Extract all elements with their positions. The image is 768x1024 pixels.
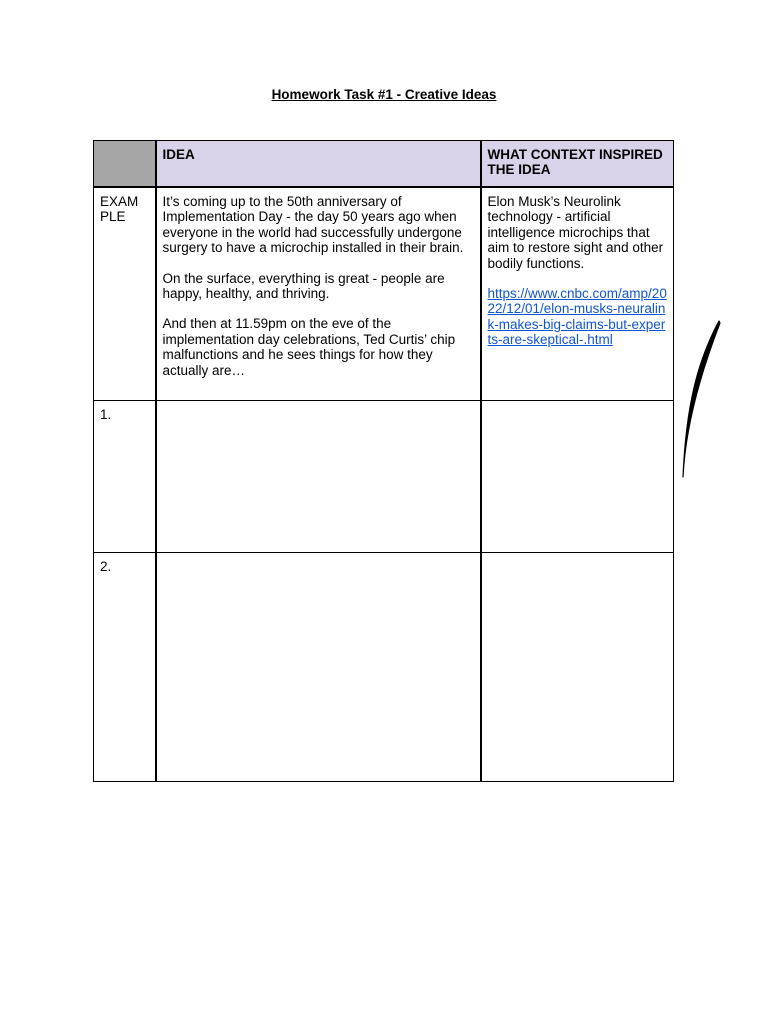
row-idea-cell[interactable] bbox=[156, 401, 481, 553]
document-title: Homework Task #1 - Creative Ideas bbox=[271, 87, 497, 102]
row-idea-cell[interactable] bbox=[156, 553, 481, 782]
row-label: 2. bbox=[94, 553, 156, 782]
row-context-cell[interactable] bbox=[481, 401, 674, 553]
header-context: WHAT CONTEXT INSPIRED THE IDEA bbox=[481, 141, 674, 188]
example-idea-paragraph-1: It’s coming up to the 50th anniversary of Implementation Day - the day 50 years ago when everyone in the world had successfully undergone surgery to have a microchip installed in their brain. bbox=[162, 194, 464, 256]
header-corner-cell bbox=[94, 141, 156, 188]
table-row bbox=[94, 553, 674, 782]
header-idea: IDEA bbox=[156, 141, 481, 188]
example-context-link-wrap bbox=[488, 286, 668, 348]
row-label: 1. bbox=[94, 401, 156, 553]
table-row bbox=[94, 401, 674, 553]
example-context-cell bbox=[481, 187, 674, 401]
example-idea-cell bbox=[156, 187, 481, 401]
source-link[interactable]: https://www.cnbc.com/amp/2022/12/01/elon-musks-neuralink-makes-big-claims-but-experts-are-skeptical-.html bbox=[487, 286, 667, 348]
row-context-cell[interactable] bbox=[481, 553, 674, 782]
example-context-text: Elon Musk’s Neurolink technology - artificial intelligence microchips that aim to restore sight and other bodily functions. bbox=[487, 194, 664, 271]
pen-stroke-mark bbox=[676, 315, 726, 485]
example-label: EXAM PLE bbox=[94, 187, 156, 401]
table-header-row bbox=[94, 141, 674, 188]
example-idea-paragraph-2: On the surface, everything is great - people are happy, healthy, and thriving. bbox=[162, 270, 445, 302]
example-idea-paragraph-3: And then at 11.59pm on the eve of the implementation day celebrations, Ted Curtis’ chip malfunctions and he sees things for how they actually are… bbox=[162, 316, 456, 378]
table-row-example bbox=[94, 187, 674, 401]
ideas-table bbox=[93, 140, 674, 782]
